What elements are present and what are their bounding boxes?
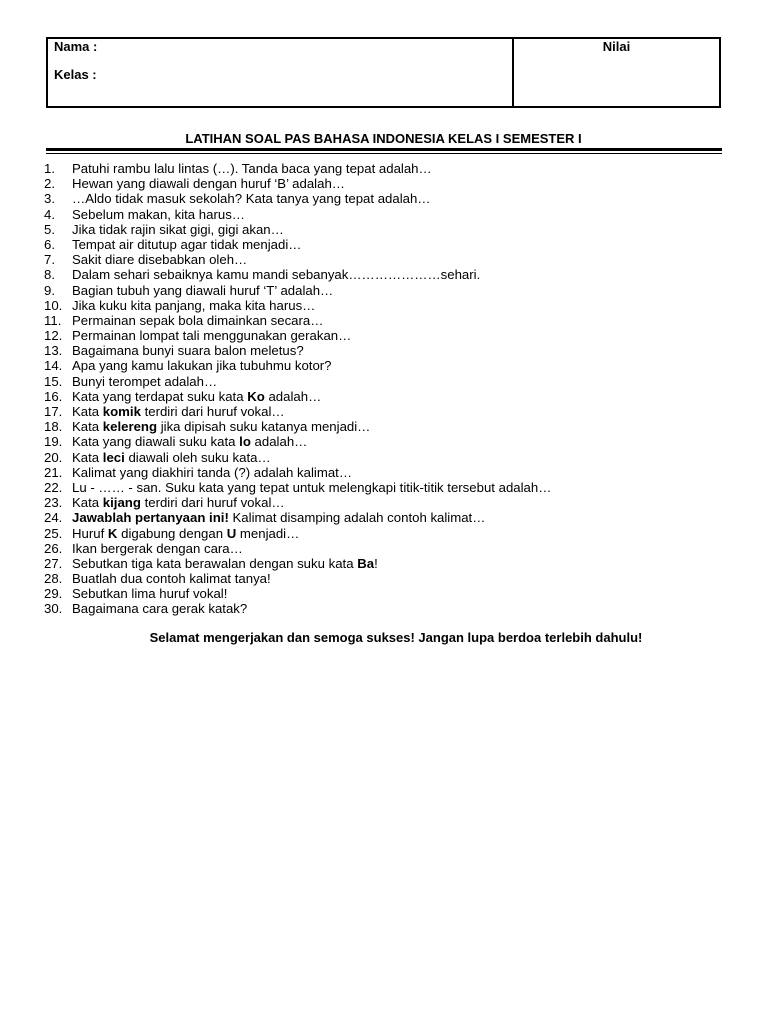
question-text — [72, 526, 299, 541]
question-text-part: terdiri dari huruf vokal… — [140, 495, 285, 511]
title-rule-thin — [46, 153, 722, 154]
question-item — [44, 252, 734, 267]
question-text — [72, 191, 430, 206]
question-item — [44, 298, 734, 313]
question-text — [72, 328, 351, 343]
question-number: 16. — [44, 388, 63, 404]
question-number: 12. — [44, 328, 63, 344]
question-text — [72, 358, 332, 373]
question-text — [72, 495, 285, 510]
question-number: 25. — [44, 525, 63, 541]
question-number: 13. — [44, 343, 63, 359]
question-number: 5. — [44, 221, 55, 237]
question-item — [44, 419, 734, 434]
question-emphasis: Jawablah pertanyaan ini! — [72, 510, 229, 526]
question-number: 11. — [44, 312, 62, 328]
question-number: 8. — [44, 267, 55, 283]
question-text — [72, 556, 378, 571]
question-text-part: adalah… — [264, 388, 322, 404]
student-info-box — [46, 37, 721, 108]
question-text — [72, 343, 304, 358]
question-text-part: Bagaimana bunyi suara balon meletus? — [72, 343, 304, 359]
question-text-part: Bagian tubuh yang diawali huruf ‘T’ adalah… — [72, 282, 334, 298]
question-number: 20. — [44, 449, 63, 465]
question-text-part: ! — [374, 555, 378, 571]
question-item — [44, 510, 734, 525]
question-text — [72, 252, 247, 267]
question-text — [72, 207, 245, 222]
question-number: 1. — [44, 161, 55, 176]
question-text-part: Sebelum makan, kita harus… — [72, 206, 245, 222]
question-number: 6. — [44, 236, 55, 252]
question-text — [72, 465, 352, 480]
question-item — [44, 161, 734, 176]
question-item — [44, 389, 734, 404]
question-emphasis: kijang — [102, 495, 141, 511]
question-emphasis: komik — [102, 404, 141, 419]
question-number: 30. — [44, 601, 63, 617]
question-item — [44, 404, 734, 419]
question-item — [44, 556, 734, 571]
question-text-part: Jika tidak rajin sikat gigi, gigi akan… — [72, 221, 284, 237]
question-text-part: Kalimat disamping adalah contoh kalimat… — [228, 510, 486, 526]
score-label: Nilai — [602, 39, 631, 54]
question-text-part: Hewan yang diawali dengan huruf ‘B’ adalah… — [72, 176, 345, 192]
question-item — [44, 526, 734, 541]
question-text-part: …Aldo tidak masuk sekolah? Kata tanya yang tepat adalah… — [72, 191, 431, 207]
question-text — [72, 374, 217, 389]
question-text — [72, 541, 243, 556]
question-text-part: Kata — [72, 404, 103, 419]
question-text — [72, 176, 345, 191]
question-emphasis: Ba — [357, 555, 375, 571]
question-list — [44, 161, 734, 617]
question-number: 28. — [44, 571, 63, 587]
question-emphasis: K — [107, 525, 118, 541]
question-text — [72, 267, 480, 282]
question-text-part: menjadi… — [236, 525, 300, 541]
question-number: 19. — [44, 434, 63, 450]
question-text-part: Kata yang diawali suku kata — [72, 434, 240, 450]
question-emphasis: lo — [239, 434, 251, 450]
question-text-part: Kata — [72, 495, 103, 511]
question-number: 4. — [44, 206, 55, 222]
question-text-part: Permainan lompat tali menggunakan gerakan… — [72, 328, 352, 344]
question-item — [44, 358, 734, 373]
question-text — [72, 601, 247, 616]
question-text — [72, 571, 271, 586]
question-text — [72, 313, 323, 328]
question-text — [72, 586, 227, 601]
question-number: 26. — [44, 540, 63, 556]
question-text-part: adalah… — [250, 434, 308, 450]
question-text-part: Huruf — [72, 525, 108, 541]
question-text — [72, 237, 301, 252]
question-item — [44, 267, 734, 282]
page-title: LATIHAN SOAL PAS BAHASA INDONESIA KELAS I SEMESTER I — [185, 131, 582, 146]
question-number: 2. — [44, 176, 55, 192]
question-text-part: Permainan sepak bola dimainkan secara… — [72, 312, 324, 328]
question-text-part: Tempat air ditutup agar tidak menjadi… — [72, 236, 302, 252]
question-item — [44, 283, 734, 298]
question-text — [72, 389, 321, 404]
question-item — [44, 450, 734, 465]
question-emphasis: Ko — [247, 388, 265, 404]
question-item — [44, 237, 734, 252]
question-text-part: Bunyi terompet adalah… — [72, 373, 218, 389]
question-item — [44, 495, 734, 510]
question-number: 21. — [44, 464, 63, 480]
question-number: 3. — [44, 191, 55, 207]
question-text — [72, 161, 432, 176]
question-number: 29. — [44, 586, 63, 602]
question-text-part: Lu - …… - san. Suku kata yang tepat untuk melengkapi titik-titik tersebut adalah… — [72, 479, 552, 495]
class-label: Kelas : — [54, 67, 97, 82]
title-rule-thick — [46, 148, 722, 151]
question-item — [44, 601, 734, 616]
question-emphasis: kelereng — [102, 419, 158, 435]
question-item — [44, 191, 734, 206]
question-text — [72, 434, 307, 449]
student-identity-cell — [48, 39, 514, 106]
question-text-part: digabung dengan — [117, 525, 227, 541]
question-text-part: Sebutkan lima huruf vokal! — [72, 586, 228, 602]
question-text-part: Dalam sehari sebaiknya kamu mandi sebanyak…………………sehari. — [72, 267, 481, 283]
question-text — [72, 450, 271, 465]
question-text-part: Ikan bergerak dengan cara… — [72, 540, 243, 556]
question-item — [44, 586, 734, 601]
question-text-part: Sakit diare disebabkan oleh… — [72, 252, 248, 268]
question-text — [72, 404, 285, 419]
question-text — [72, 222, 284, 237]
question-text — [72, 298, 315, 313]
question-number: 7. — [44, 252, 55, 268]
score-cell — [514, 39, 719, 106]
question-text-part: Kata — [72, 419, 103, 435]
question-text-part: terdiri dari huruf vokal… — [140, 404, 285, 419]
question-item — [44, 480, 734, 495]
question-emphasis: U — [226, 525, 237, 541]
question-item — [44, 434, 734, 449]
question-item — [44, 313, 734, 328]
question-item — [44, 465, 734, 480]
question-item — [44, 176, 734, 191]
question-item — [44, 541, 734, 556]
question-number: 23. — [44, 495, 63, 511]
question-item — [44, 374, 734, 389]
question-number: 15. — [44, 373, 63, 389]
question-number: 9. — [44, 282, 55, 298]
question-item — [44, 328, 734, 343]
question-item — [44, 571, 734, 586]
question-text — [72, 510, 485, 525]
question-text-part: diawali oleh suku kata… — [124, 449, 271, 465]
question-number: 24. — [44, 510, 63, 526]
question-text — [72, 419, 370, 434]
question-text-part: Buatlah dua contoh kalimat tanya! — [72, 571, 271, 587]
question-item — [44, 222, 734, 237]
question-number: 10. — [44, 297, 63, 313]
question-number: 22. — [44, 479, 63, 495]
question-number: 17. — [44, 404, 63, 419]
closing-message: Selamat mengerjakan dan semoga sukses! Jangan lupa berdoa terlebih dahulu! — [149, 630, 643, 645]
question-text-part: Patuhi rambu lalu lintas (…). Tanda baca yang tepat adalah… — [72, 161, 432, 176]
question-item — [44, 343, 734, 358]
question-text — [72, 480, 551, 495]
question-number: 27. — [44, 555, 63, 571]
question-number: 18. — [44, 419, 63, 435]
question-text-part: jika dipisah suku katanya menjadi… — [157, 419, 371, 435]
question-number: 14. — [44, 358, 63, 374]
question-text — [72, 283, 333, 298]
question-text-part: Kata yang terdapat suku kata — [72, 388, 248, 404]
question-text-part: Sebutkan tiga kata berawalan dengan suku kata — [72, 555, 358, 571]
question-emphasis: leci — [102, 449, 125, 465]
question-text-part: Jika kuku kita panjang, maka kita harus… — [72, 297, 316, 313]
name-label: Nama : — [54, 39, 98, 54]
question-text-part: Kata — [72, 449, 103, 465]
question-text-part: Apa yang kamu lakukan jika tubuhmu kotor? — [72, 358, 332, 374]
question-text-part: Bagaimana cara gerak katak? — [72, 601, 248, 617]
question-text-part: Kalimat yang diakhiri tanda (?) adalah kalimat… — [72, 464, 353, 480]
question-item — [44, 207, 734, 222]
